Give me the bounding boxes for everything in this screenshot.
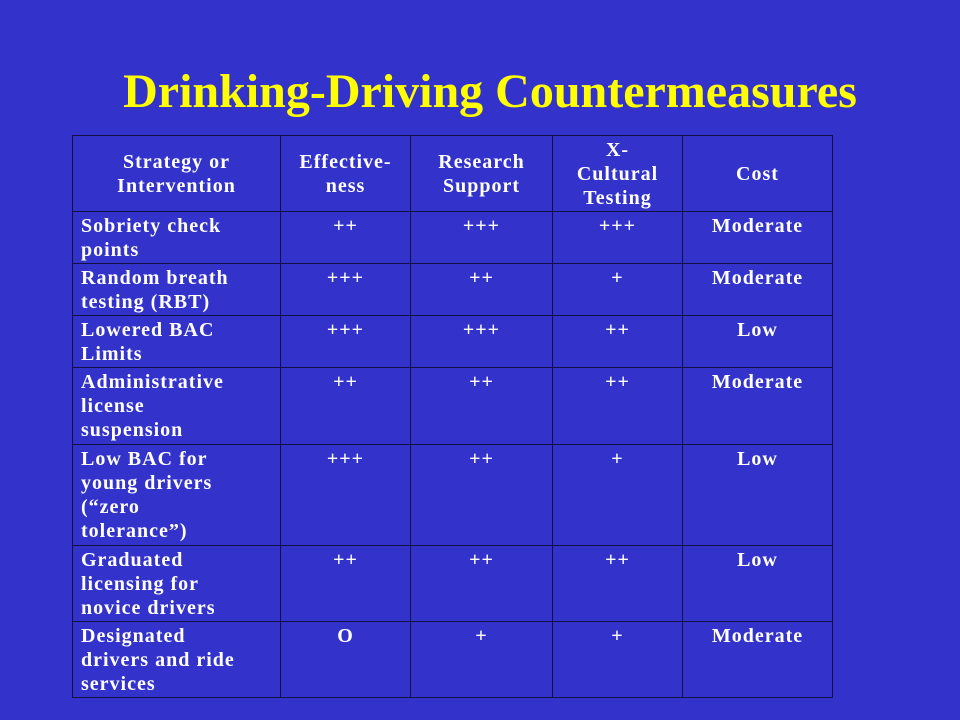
research-cell: ++ <box>411 264 553 316</box>
strategy-cell <box>73 316 281 368</box>
cultural-cell: ++ <box>553 368 683 445</box>
table-row <box>73 622 833 698</box>
header-cultural-line: Cultural <box>576 162 659 185</box>
cost-cell: Low <box>683 546 833 622</box>
strategy-line: points <box>81 239 140 261</box>
cultural-cell: ++ <box>553 316 683 368</box>
strategy-line: drivers and ride <box>81 649 235 671</box>
table-row <box>73 368 833 445</box>
cost-cell: Moderate <box>683 212 833 264</box>
strategy-cell <box>73 622 281 698</box>
header-research-line: Support <box>442 174 521 197</box>
strategy-line: Lowered BAC <box>81 319 215 341</box>
header-cost-line: Cost <box>736 162 779 185</box>
strategy-cell <box>73 212 281 264</box>
cultural-cell: +++ <box>553 212 683 264</box>
research-cell: +++ <box>411 212 553 264</box>
header-effectiveness-line: ness <box>325 174 366 197</box>
header-cross-cultural <box>553 136 683 212</box>
cost-cell: Moderate <box>683 264 833 316</box>
strategy-line: Graduated <box>81 549 184 571</box>
effectiveness-cell: O <box>281 622 411 698</box>
table-row <box>73 445 833 546</box>
slide-title: Drinking-Driving Countermeasures <box>123 65 857 118</box>
header-cost <box>683 136 833 212</box>
cost-cell: Moderate <box>683 622 833 698</box>
effectiveness-cell: ++ <box>281 368 411 445</box>
header-strategy-line: Strategy or <box>122 150 231 173</box>
header-strategy-line: Intervention <box>117 174 236 197</box>
header-cultural-line: X- <box>605 138 630 161</box>
effectiveness-cell: +++ <box>281 445 411 546</box>
effectiveness-cell: ++ <box>281 546 411 622</box>
strategy-cell <box>73 264 281 316</box>
strategy-line: Sobriety check <box>81 215 222 237</box>
table-row <box>73 316 833 368</box>
effectiveness-cell: ++ <box>281 212 411 264</box>
header-research-line: Research <box>438 150 525 173</box>
strategy-line: Administrative <box>81 371 224 393</box>
header-research-support <box>411 136 553 212</box>
cultural-cell: + <box>553 622 683 698</box>
cost-cell: Moderate <box>683 368 833 445</box>
research-cell: ++ <box>411 368 553 445</box>
strategy-line: testing (RBT) <box>81 291 211 313</box>
strategy-cell <box>73 368 281 445</box>
table-row <box>73 264 833 316</box>
strategy-line: (“zero <box>81 496 140 518</box>
cultural-cell: + <box>553 264 683 316</box>
table-row <box>73 212 833 264</box>
strategy-line: licensing for <box>81 573 199 595</box>
cost-cell: Low <box>683 445 833 546</box>
header-effectiveness <box>281 136 411 212</box>
table-row <box>73 546 833 622</box>
countermeasures-table <box>72 135 833 698</box>
header-cultural-line: Testing <box>583 186 652 209</box>
header-effectiveness-line: Effective- <box>299 150 392 173</box>
strategy-cell <box>73 546 281 622</box>
table-header-row <box>73 136 833 212</box>
header-strategy <box>73 136 281 212</box>
research-cell: + <box>411 622 553 698</box>
cultural-cell: + <box>553 445 683 546</box>
research-cell: ++ <box>411 546 553 622</box>
strategy-line: license <box>81 395 145 417</box>
strategy-line: Random breath <box>81 267 229 289</box>
strategy-line: young drivers <box>81 472 213 494</box>
effectiveness-cell: +++ <box>281 264 411 316</box>
cultural-cell: ++ <box>553 546 683 622</box>
strategy-cell <box>73 445 281 546</box>
cost-cell: Low <box>683 316 833 368</box>
strategy-line: Designated <box>81 625 186 647</box>
strategy-line: Low BAC for <box>81 448 208 470</box>
effectiveness-cell: +++ <box>281 316 411 368</box>
strategy-line: suspension <box>81 419 184 441</box>
strategy-line: Limits <box>81 343 143 365</box>
research-cell: +++ <box>411 316 553 368</box>
research-cell: ++ <box>411 445 553 546</box>
strategy-line: tolerance”) <box>81 520 188 542</box>
strategy-line: services <box>81 673 156 695</box>
strategy-line: novice drivers <box>81 597 216 619</box>
